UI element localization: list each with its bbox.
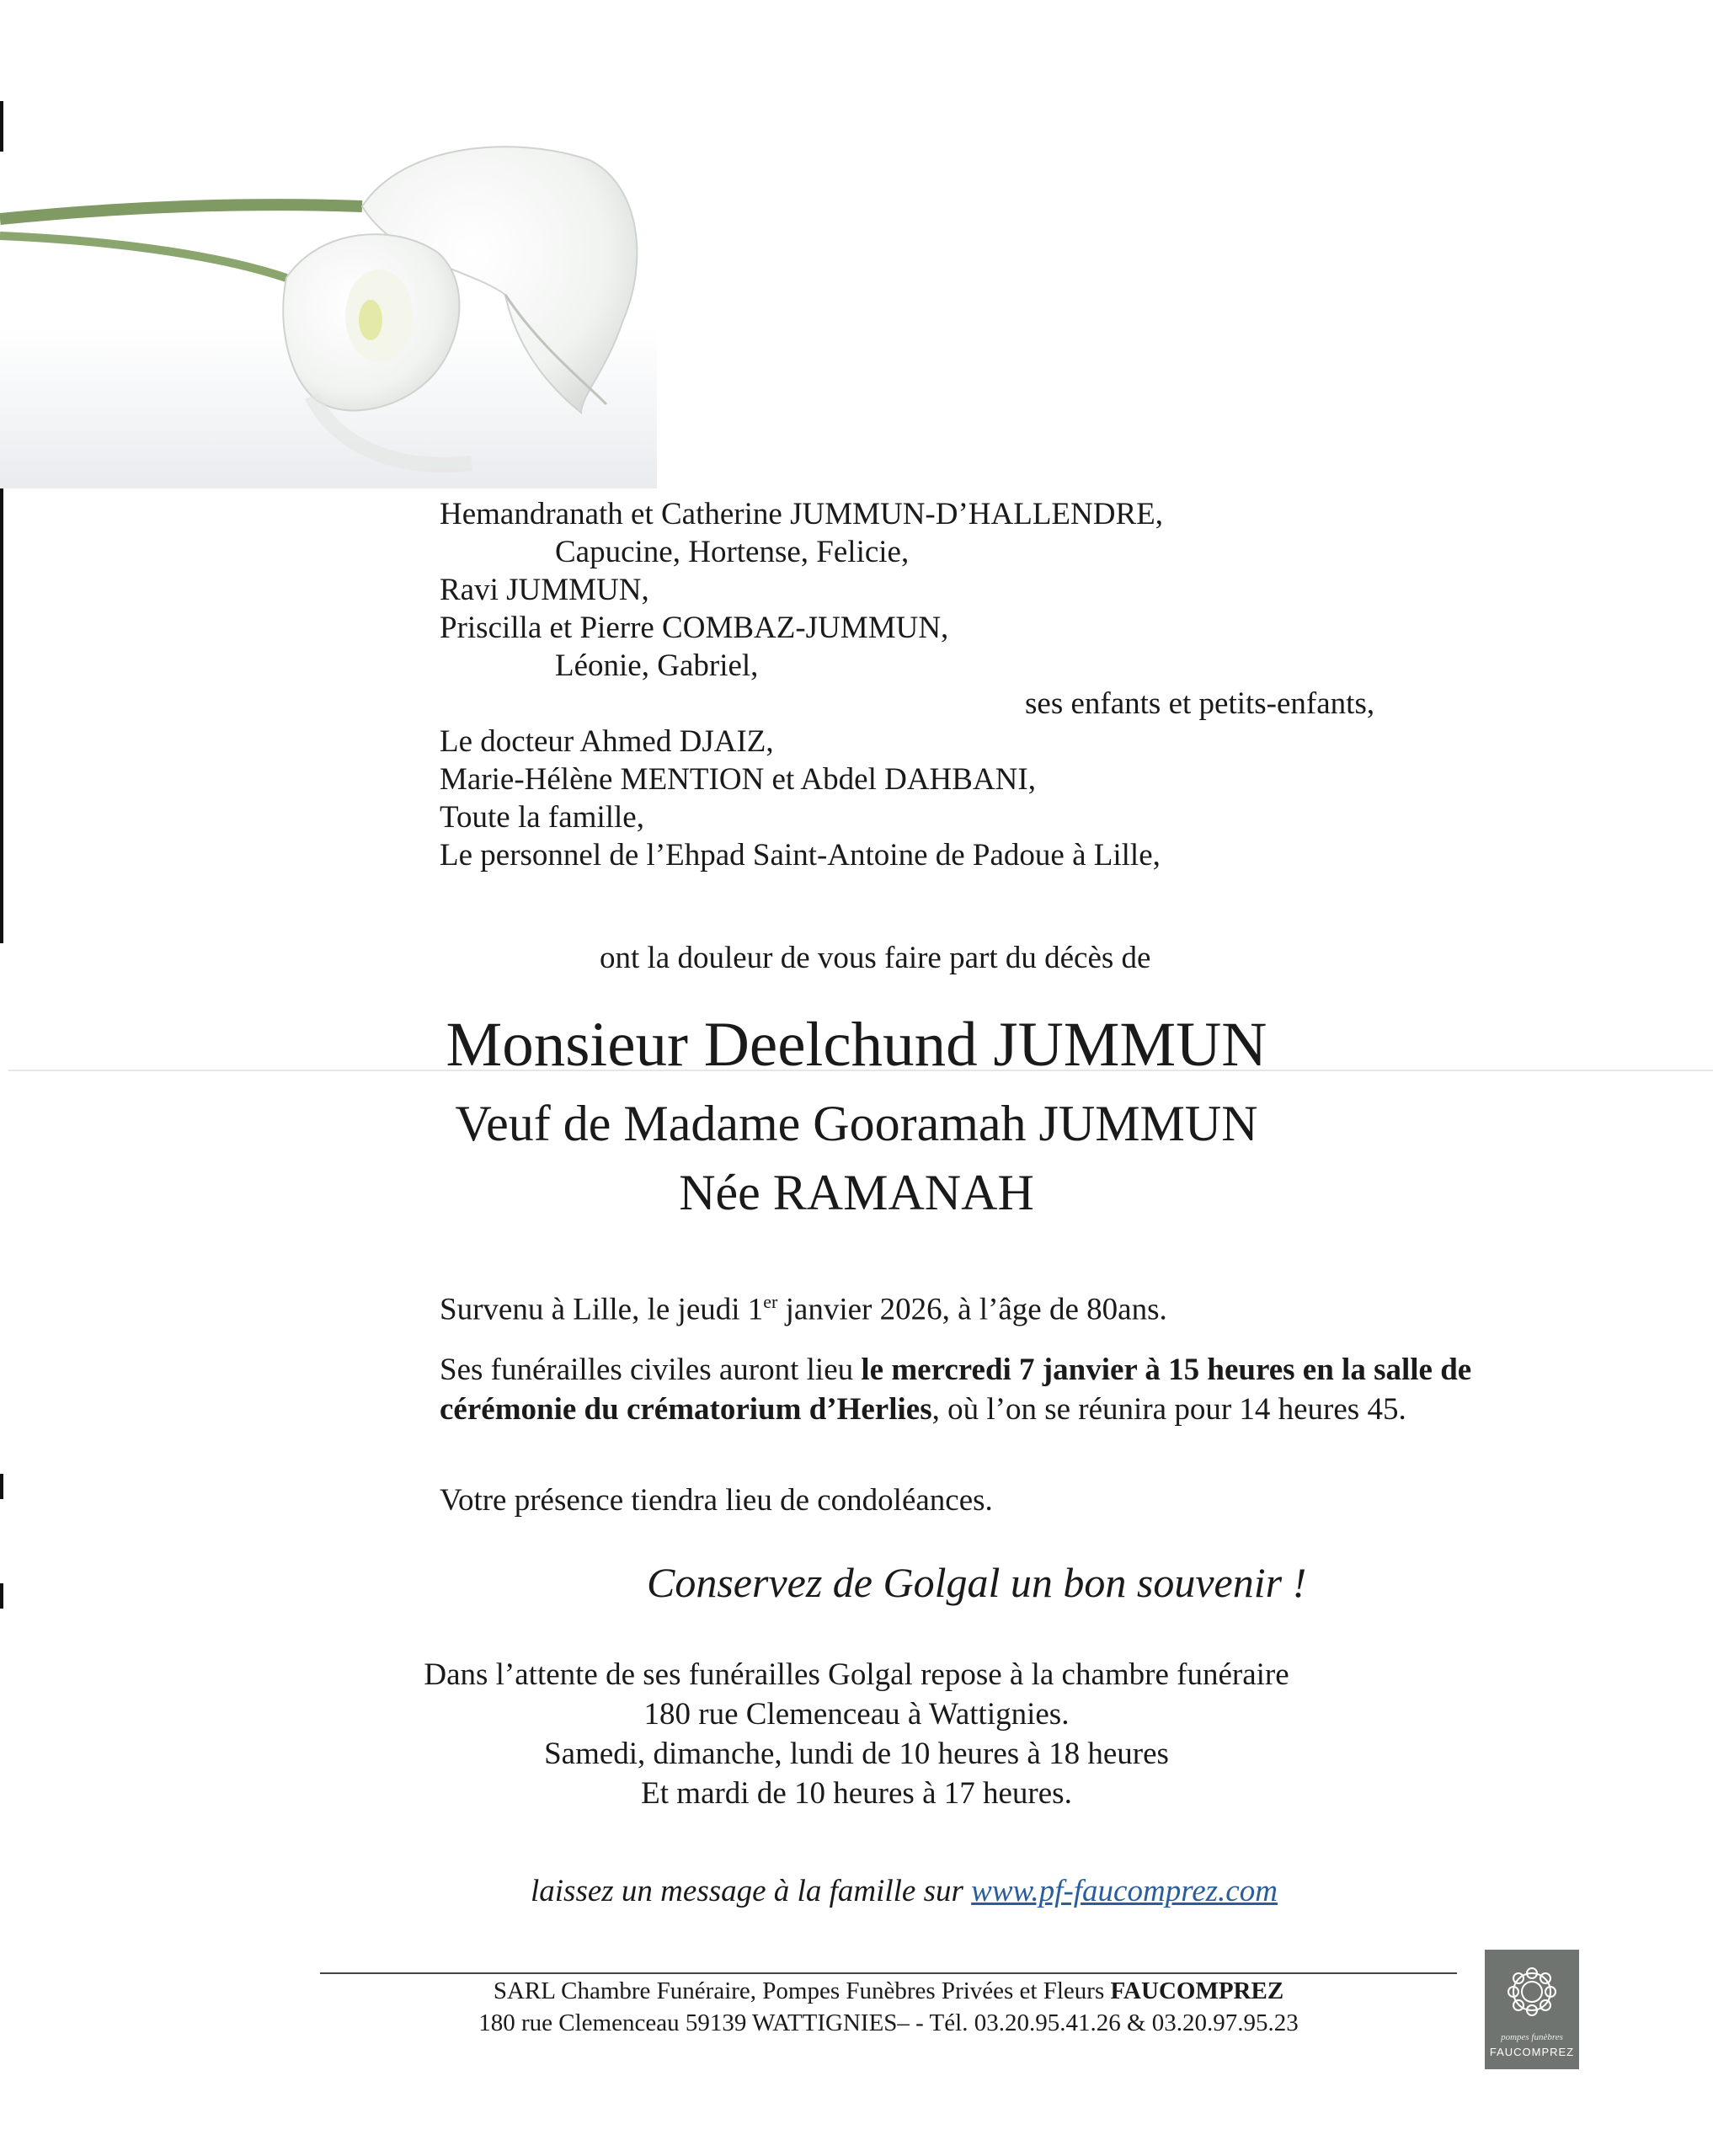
footer-divider [320, 1972, 1457, 1974]
nee-line: Née RAMANAH [679, 1165, 1034, 1220]
rest-line: Samedi, dimanche, lundi de 10 heures à 18 heures [544, 1737, 1169, 1771]
mourner-line: Le personnel de l’Ehpad Saint-Antoine de Padoue à Lille, [440, 838, 1161, 873]
family-line: Ravi JUMMUN, [440, 573, 649, 607]
remember-text: Conservez de Golgal un bon souvenir ! [647, 1559, 1307, 1606]
scan-edge-mark [0, 1583, 3, 1609]
mourner-line: Le docteur Ahmed DJAIZ, [440, 724, 774, 759]
family-list [440, 495, 1163, 685]
logo-name: FAUCOMPREZ [1489, 2046, 1575, 2058]
mourner-line: Toute la famille, [440, 800, 644, 835]
family-relation: ses enfants et petits-enfants, [1025, 686, 1375, 721]
funeral-place: cérémonie du crématorium d’Herlies [440, 1392, 932, 1427]
message-line [531, 1871, 1278, 1911]
other-mourners [440, 723, 1161, 874]
funeral-details [440, 1350, 1471, 1429]
death-prefix: Survenu à Lille, le jeudi 1 [440, 1292, 764, 1327]
rest-line: 180 rue Clemenceau à Wattignies. [643, 1697, 1070, 1732]
condolences-text: Votre présence tiendra lieu de condoléances. [440, 1483, 993, 1518]
funeral-date: le mercredi 7 janvier à 15 heures en la salle de [861, 1353, 1472, 1387]
footer-company: SARL Chambre Funéraire, Pompes Funèbres Privées et Fleurs [493, 1977, 1111, 2004]
death-info [440, 1282, 1167, 1329]
calla-lily-image [0, 126, 657, 488]
rest-place-info [0, 1655, 1713, 1813]
deceased-name: Monsieur Deelchund JUMMUN [446, 1010, 1267, 1080]
announcement-text: ont la douleur de vous faire part du décès de [600, 941, 1151, 975]
scan-edge-mark [0, 1474, 3, 1499]
funeral-rest: , où l’on se réunira pour 14 heures 45. [931, 1392, 1406, 1427]
death-sup: er [763, 1291, 778, 1312]
family-line: Capucine, Hortense, Felicie, [555, 535, 910, 569]
footer-brand: FAUCOMPREZ [1110, 1977, 1284, 2004]
faucomprez-logo [1485, 1950, 1579, 2069]
widower-line: Veuf de Madame Gooramah JUMMUN [455, 1096, 1258, 1151]
family-line: Hemandranath et Catherine JUMMUN-D’HALLENDRE, [440, 497, 1164, 531]
footer-address: 180 rue Clemenceau 59139 WATTIGNIES– - Tél. 03.20.95.41.26 & 03.20.97.95.23 [478, 2009, 1299, 2036]
family-line: Léonie, Gabriel, [555, 648, 759, 683]
mourner-line: Marie-Hélène MENTION et Abdel DAHBANI, [440, 762, 1036, 797]
logo-script: pompes funèbres [1501, 2032, 1563, 2042]
rosette-icon [1485, 1956, 1579, 2032]
death-suffix: janvier 2026, à l’âge de 80ans. [777, 1292, 1167, 1327]
website-link[interactable]: www.pf-faucomprez.com [971, 1874, 1278, 1908]
footer-text [320, 1975, 1457, 2039]
family-line: Priscilla et Pierre COMBAZ-JUMMUN, [440, 611, 949, 645]
funeral-intro: Ses funérailles civiles auront lieu [440, 1353, 862, 1387]
rest-line: Dans l’attente de ses funérailles Golgal repose à la chambre funéraire [424, 1657, 1289, 1692]
rest-line: Et mardi de 10 heures à 17 heures. [641, 1776, 1072, 1811]
message-text: laissez un message à la famille sur [531, 1874, 972, 1908]
